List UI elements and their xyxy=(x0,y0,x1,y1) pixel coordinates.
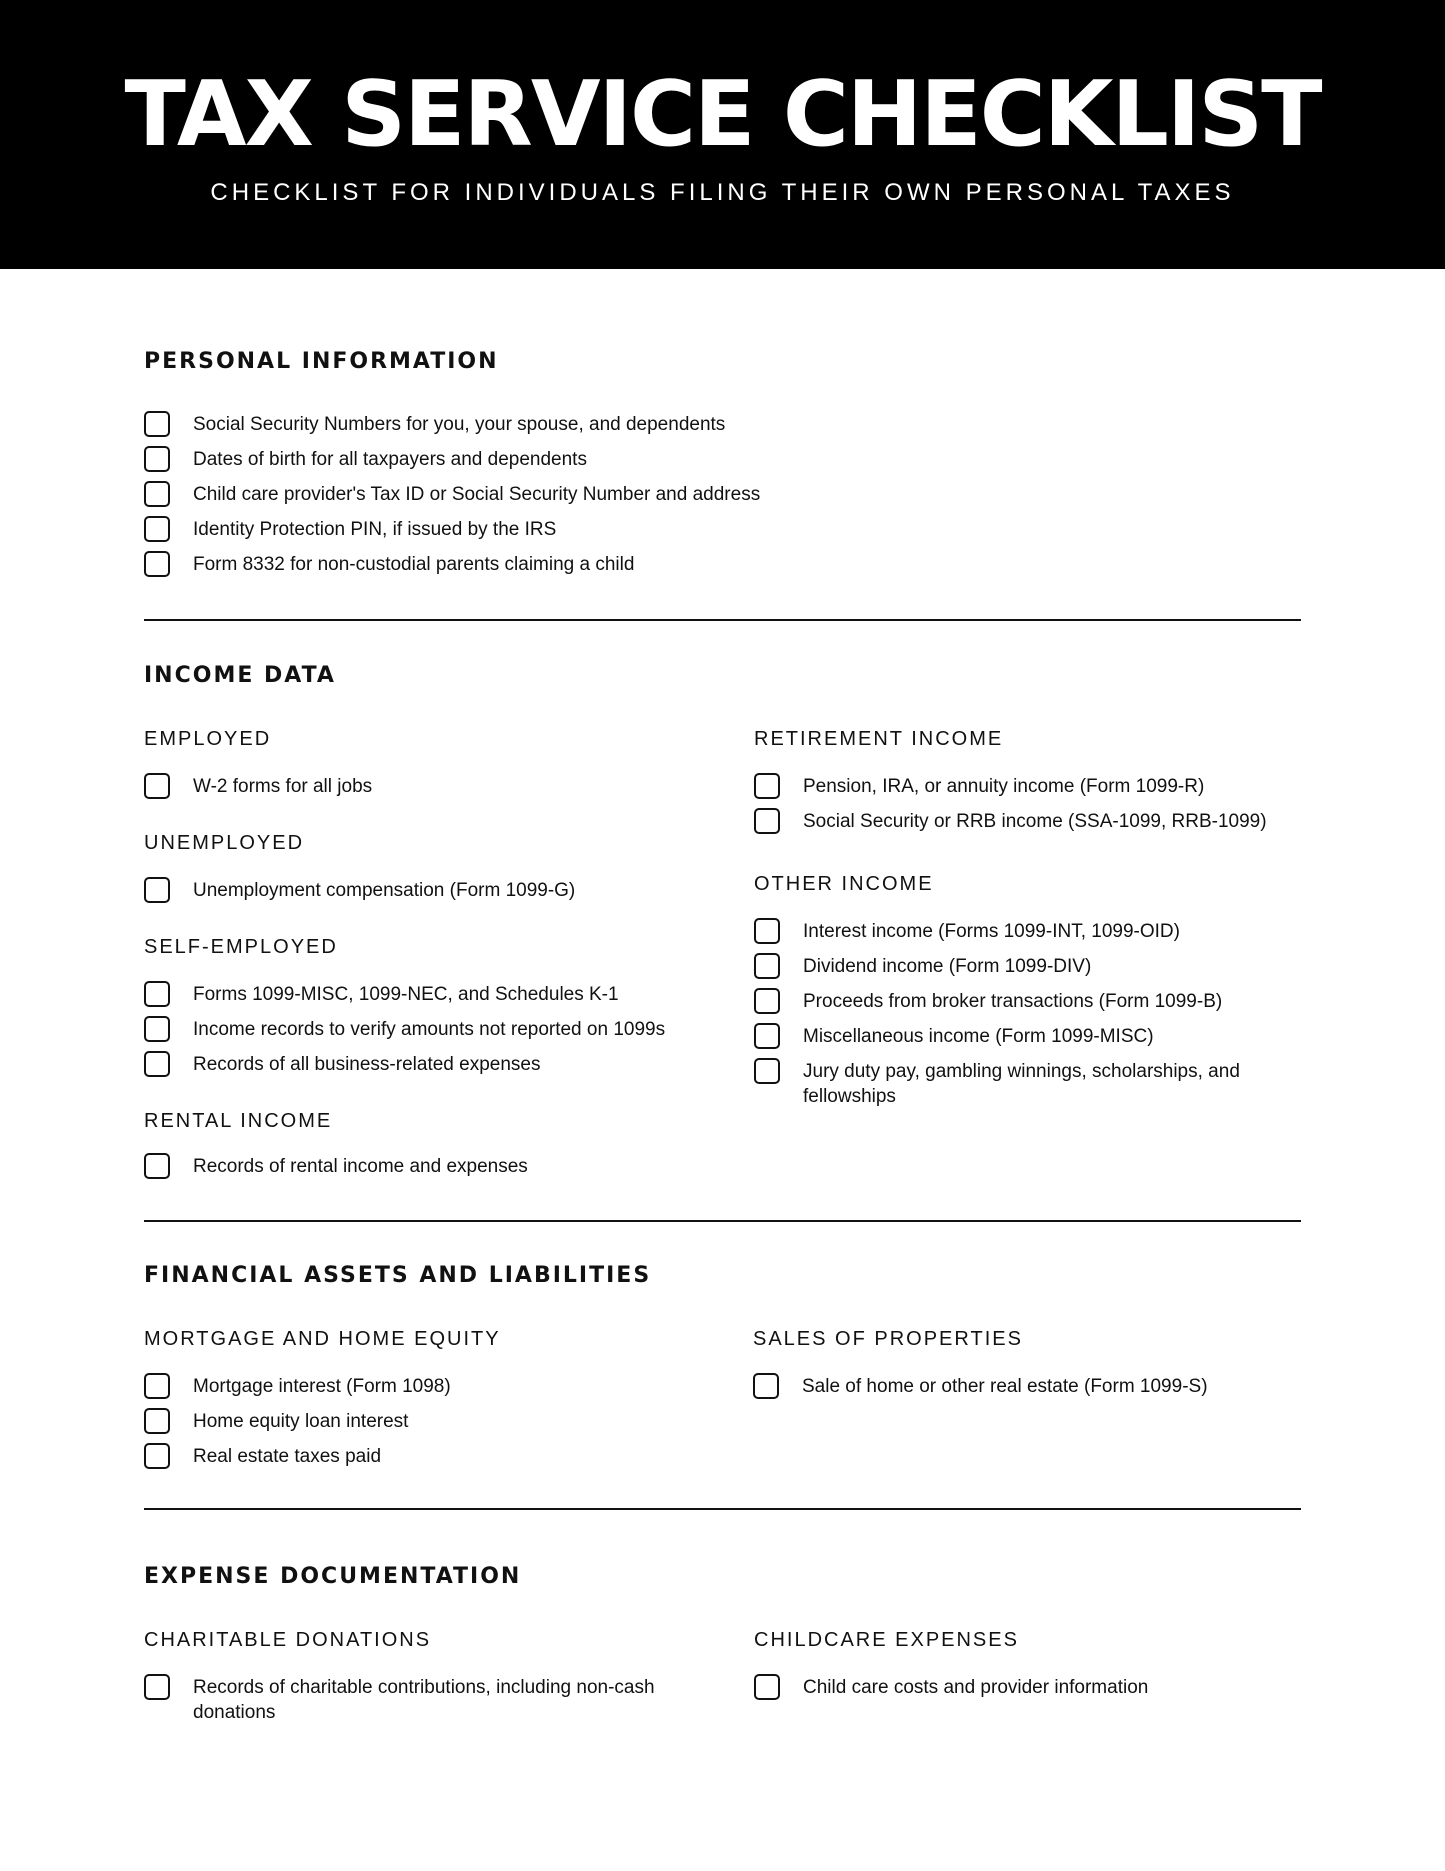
checklist-item-label: Miscellaneous income (Form 1099-MISC) xyxy=(803,1026,1154,1047)
checkbox[interactable] xyxy=(144,773,170,799)
checkbox[interactable] xyxy=(754,953,780,979)
subhead-childcare-expenses: CHILDCARE EXPENSES xyxy=(754,1629,1019,1651)
checklist-item xyxy=(144,551,760,586)
mortgage-checklist xyxy=(144,1373,451,1478)
checklist-item xyxy=(753,1373,1208,1408)
checklist-item-label: W-2 forms for all jobs xyxy=(193,776,373,797)
checklist-item-label: Child care costs and provider information xyxy=(803,1677,1149,1698)
page-subtitle: CHECKLIST FOR INDIVIDUALS FILING THEIR OWN PERSONAL TAXES xyxy=(210,179,1235,206)
section-divider xyxy=(144,619,1301,621)
checklist-item xyxy=(144,877,575,912)
subhead-rental-income: RENTAL INCOME xyxy=(144,1110,333,1132)
checkbox[interactable] xyxy=(754,1058,780,1084)
checkbox[interactable] xyxy=(144,1443,170,1469)
checkbox[interactable] xyxy=(144,1408,170,1434)
checklist-item xyxy=(144,773,372,808)
checklist-item xyxy=(754,953,1273,988)
checklist-item-label: Records of rental income and expenses xyxy=(193,1156,528,1177)
checklist-item-label: Interest income (Forms 1099-INT, 1099-OID) xyxy=(803,921,1180,942)
checkbox[interactable] xyxy=(754,988,780,1014)
checkbox[interactable] xyxy=(144,516,170,542)
checklist-item xyxy=(754,1058,1273,1109)
subhead-sales-of-properties: SALES OF PROPERTIES xyxy=(753,1328,1023,1350)
checklist-item-label: Dividend income (Form 1099-DIV) xyxy=(803,956,1092,977)
checklist-item xyxy=(754,808,1267,843)
checkbox[interactable] xyxy=(144,877,170,903)
checkbox[interactable] xyxy=(144,481,170,507)
subhead-self-employed: SELF-EMPLOYED xyxy=(144,936,338,958)
checklist-item xyxy=(754,1674,1148,1709)
checklist-item-label: Forms 1099-MISC, 1099-NEC, and Schedules K-1 xyxy=(193,984,619,1005)
subhead-mortgage-home-equity: MORTGAGE AND HOME EQUITY xyxy=(144,1328,501,1350)
sales-checklist xyxy=(753,1373,1208,1408)
page-title: TAX SERVICE CHECKLIST xyxy=(124,62,1321,167)
checklist-item xyxy=(144,446,760,481)
checklist-item xyxy=(754,918,1273,953)
personal-information-checklist xyxy=(144,411,760,586)
checkbox[interactable] xyxy=(754,773,780,799)
checklist-item xyxy=(144,1016,665,1051)
checklist-item-label: Unemployment compensation (Form 1099-G) xyxy=(193,880,576,901)
subhead-other-income: OTHER INCOME xyxy=(754,873,934,895)
checkbox[interactable] xyxy=(144,551,170,577)
unemployed-checklist xyxy=(144,877,575,912)
checklist-item-label: Child care provider's Tax ID or Social Security Number and address xyxy=(193,484,761,505)
charitable-checklist xyxy=(144,1674,663,1725)
other-income-checklist xyxy=(754,918,1273,1109)
checklist-item xyxy=(144,1153,528,1188)
checklist-item xyxy=(144,1373,451,1408)
checklist-item-label: Social Security or RRB income (SSA-1099, RRB-1099) xyxy=(803,811,1267,832)
checklist-item-label: Pension, IRA, or annuity income (Form 1099-R) xyxy=(803,776,1205,797)
checklist-item xyxy=(754,1023,1273,1058)
checkbox[interactable] xyxy=(144,1674,170,1700)
checklist-item-label: Identity Protection PIN, if issued by the IRS xyxy=(193,519,557,540)
checkbox[interactable] xyxy=(144,1153,170,1179)
checklist-item-label: Income records to verify amounts not reported on 1099s xyxy=(193,1019,666,1040)
checkbox[interactable] xyxy=(754,1023,780,1049)
subhead-unemployed: UNEMPLOYED xyxy=(144,832,305,854)
checklist-item-label: Form 8332 for non-custodial parents claiming a child xyxy=(193,554,635,575)
checklist-item-label: Sale of home or other real estate (Form 1099-S) xyxy=(802,1376,1208,1397)
checkbox[interactable] xyxy=(754,918,780,944)
checklist-item-label: Mortgage interest (Form 1098) xyxy=(193,1376,451,1397)
checklist-item-label: Jury duty pay, gambling winnings, scholarships, and fellowships xyxy=(803,1061,1240,1107)
checklist-item xyxy=(144,1408,451,1443)
section-title-expense-documentation: EXPENSE DOCUMENTATION xyxy=(144,1564,522,1589)
section-divider xyxy=(144,1220,1301,1222)
self-employed-checklist xyxy=(144,981,665,1086)
checkbox[interactable] xyxy=(144,411,170,437)
section-divider xyxy=(144,1508,1301,1510)
checklist-item-label: Dates of birth for all taxpayers and dependents xyxy=(193,449,587,470)
checkbox[interactable] xyxy=(144,1016,170,1042)
checklist-item-label: Records of charitable contributions, including non-cash donations xyxy=(193,1677,655,1723)
subhead-employed: EMPLOYED xyxy=(144,728,272,750)
checklist-item xyxy=(144,1674,663,1725)
checklist-item-label: Real estate taxes paid xyxy=(193,1446,382,1467)
section-title-financial-assets: FINANCIAL ASSETS AND LIABILITIES xyxy=(144,1263,652,1288)
retirement-income-checklist xyxy=(754,773,1267,843)
subhead-charitable-donations: CHARITABLE DONATIONS xyxy=(144,1629,432,1651)
section-title-income-data: INCOME DATA xyxy=(144,663,336,688)
section-title-personal-information: PERSONAL INFORMATION xyxy=(144,349,499,374)
checklist-item xyxy=(144,1443,451,1478)
checkbox[interactable] xyxy=(144,981,170,1007)
checklist-item-label: Proceeds from broker transactions (Form 1099-B) xyxy=(803,991,1223,1012)
checklist-item xyxy=(144,516,760,551)
subhead-retirement-income: RETIREMENT INCOME xyxy=(754,728,1004,750)
checklist-item xyxy=(754,773,1267,808)
header-banner xyxy=(0,0,1445,269)
checklist-item-label: Social Security Numbers for you, your spouse, and dependents xyxy=(193,414,726,435)
childcare-checklist xyxy=(754,1674,1148,1709)
checkbox[interactable] xyxy=(754,1674,780,1700)
checklist-item xyxy=(754,988,1273,1023)
checklist-item xyxy=(144,1051,665,1086)
rental-income-checklist xyxy=(144,1153,528,1188)
checklist-item xyxy=(144,981,665,1016)
checklist-item xyxy=(144,481,760,516)
checkbox[interactable] xyxy=(144,1373,170,1399)
checkbox[interactable] xyxy=(753,1373,779,1399)
employed-checklist xyxy=(144,773,372,808)
checkbox[interactable] xyxy=(144,446,170,472)
checklist-item-label: Home equity loan interest xyxy=(193,1411,409,1432)
checklist-item xyxy=(144,411,760,446)
checkbox[interactable] xyxy=(754,808,780,834)
checkbox[interactable] xyxy=(144,1051,170,1077)
checklist-item-label: Records of all business-related expenses xyxy=(193,1054,541,1075)
